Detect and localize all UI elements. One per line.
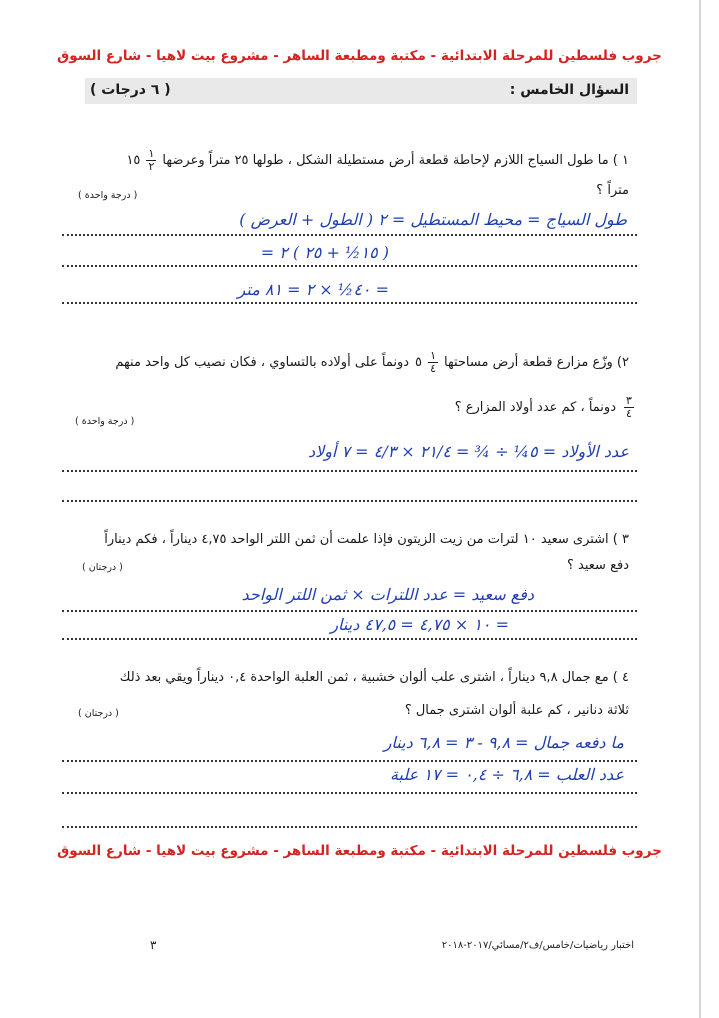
- q1-answer-3: = ٤٠½ × ٢ = ٨١ متر: [237, 280, 389, 299]
- answer-line: [62, 470, 637, 472]
- answer-line: [62, 500, 637, 502]
- q4-grade: ( درجتان ): [78, 708, 119, 719]
- q2-frac2-num: ٣: [626, 394, 632, 407]
- answer-line: [62, 792, 637, 794]
- q1-grade: ( درجة واحدة ): [78, 190, 138, 201]
- question-grade: ( ٦ درجات ): [90, 82, 171, 98]
- q4-line2: ثلاثة دنانير ، كم علبة ألوان اشترى جمال ؟: [404, 703, 629, 718]
- q4-line1: ٤ ) مع جمال ٩,٨ ديناراً ، اشترى علب ألوان خشبية ، ثمن العلبة الواحدة ٠,٤ ديناراً ويقي بعد ذلك: [119, 670, 629, 685]
- q1-whole: ١٥: [126, 153, 141, 168]
- q3-line2: دفع سعيد ؟: [567, 558, 629, 573]
- answer-line: [62, 610, 637, 612]
- q4-answer-2: عدد العلب = ٦,٨ ÷ ٠,٤ = ١٧ علبة: [389, 765, 624, 784]
- q1-frac-den: ٢: [148, 160, 155, 173]
- q2-fraction-2: [624, 395, 634, 420]
- q3-answer-2: = ١٠ × ٤,٧٥ = ٤٧,٥ دينار: [330, 615, 509, 634]
- q1-line1: ١ ) ما طول السياج اللازم لإحاطة قطعة أرض مستطيلة الشكل ، طولها ٢٥ متراً وعرضها: [162, 153, 629, 168]
- question-title: السؤال الخامس :: [509, 82, 629, 98]
- q1-frac-num: ١: [148, 147, 155, 160]
- q2-text-line1: [69, 350, 629, 375]
- answer-line: [62, 760, 637, 762]
- q1-text-line1: [89, 148, 629, 173]
- answer-line: [62, 638, 637, 640]
- q1-answer-1: طول السياج = محيط المستطيل = ٢ ( الطول + العرض ): [239, 210, 627, 229]
- q3-line1: ٣ ) اشترى سعيد ١٠ لترات من زيت الزيتون فإذا علمت أن ثمن اللتر الواحد ٤,٧٥ ديناراً ، فكم ديناراً: [104, 532, 629, 547]
- q2-line1b: دونماً على أولاده بالتساوي ، فكان نصيب كل واحد منهم: [115, 355, 410, 370]
- q2-frac-den: ٤: [430, 362, 436, 375]
- answer-line: [62, 826, 637, 828]
- q2-fraction: [428, 350, 438, 375]
- q2-frac-num: ١: [430, 349, 436, 362]
- q2-grade: ( درجة واحدة ): [75, 416, 135, 427]
- page-number: ٣: [150, 938, 157, 952]
- q1-answer-2: ( ١٥½ + ٢٥ ) ٢ =: [260, 243, 389, 262]
- q2-whole: ٥: [415, 355, 423, 370]
- q4-answer-1: ما دفعه جمال = ٩,٨ - ٣ = ٦,٨ دينار: [383, 733, 624, 752]
- q2-text-line2: [455, 395, 634, 420]
- answer-line: [62, 265, 637, 267]
- q3-grade: ( درجتان ): [82, 562, 123, 573]
- footer-text: اختبار رياضيات/خامس/ف٢/مسائي/٢٠١٧-٢٠١٨: [441, 940, 634, 951]
- page-edge: [699, 0, 701, 1018]
- q2-line2: دونماً ، كم عدد أولاد المزارع ؟: [454, 400, 616, 415]
- answer-line: [62, 234, 637, 236]
- answer-line: [62, 302, 637, 304]
- q3-answer-1: دفع سعيد = عدد اللترات × ثمن اللتر الواحد: [241, 585, 534, 604]
- q2-answer-1: عدد الأولاد = ٥¼ ÷ ¾ = ٢١/٤ × ٤/٣ = ٧ أولاد: [307, 442, 629, 461]
- q2-frac2-den: ٤: [626, 407, 632, 420]
- bottom-banner: جروب فلسطين للمرحلة الابتدائية - مكتبة ومطبعة الساهر - مشروع بيت لاهيا - شارع السوق: [57, 843, 662, 859]
- q1-line2: متراً ؟: [596, 183, 629, 198]
- q1-fraction: [146, 148, 156, 173]
- q2-line1a: ٢) وزّع مزارع قطعة أرض مساحتها: [444, 355, 629, 370]
- top-banner: جروب فلسطين للمرحلة الابتدائية - مكتبة ومطبعة الساهر - مشروع بيت لاهيا - شارع السوق: [57, 48, 662, 64]
